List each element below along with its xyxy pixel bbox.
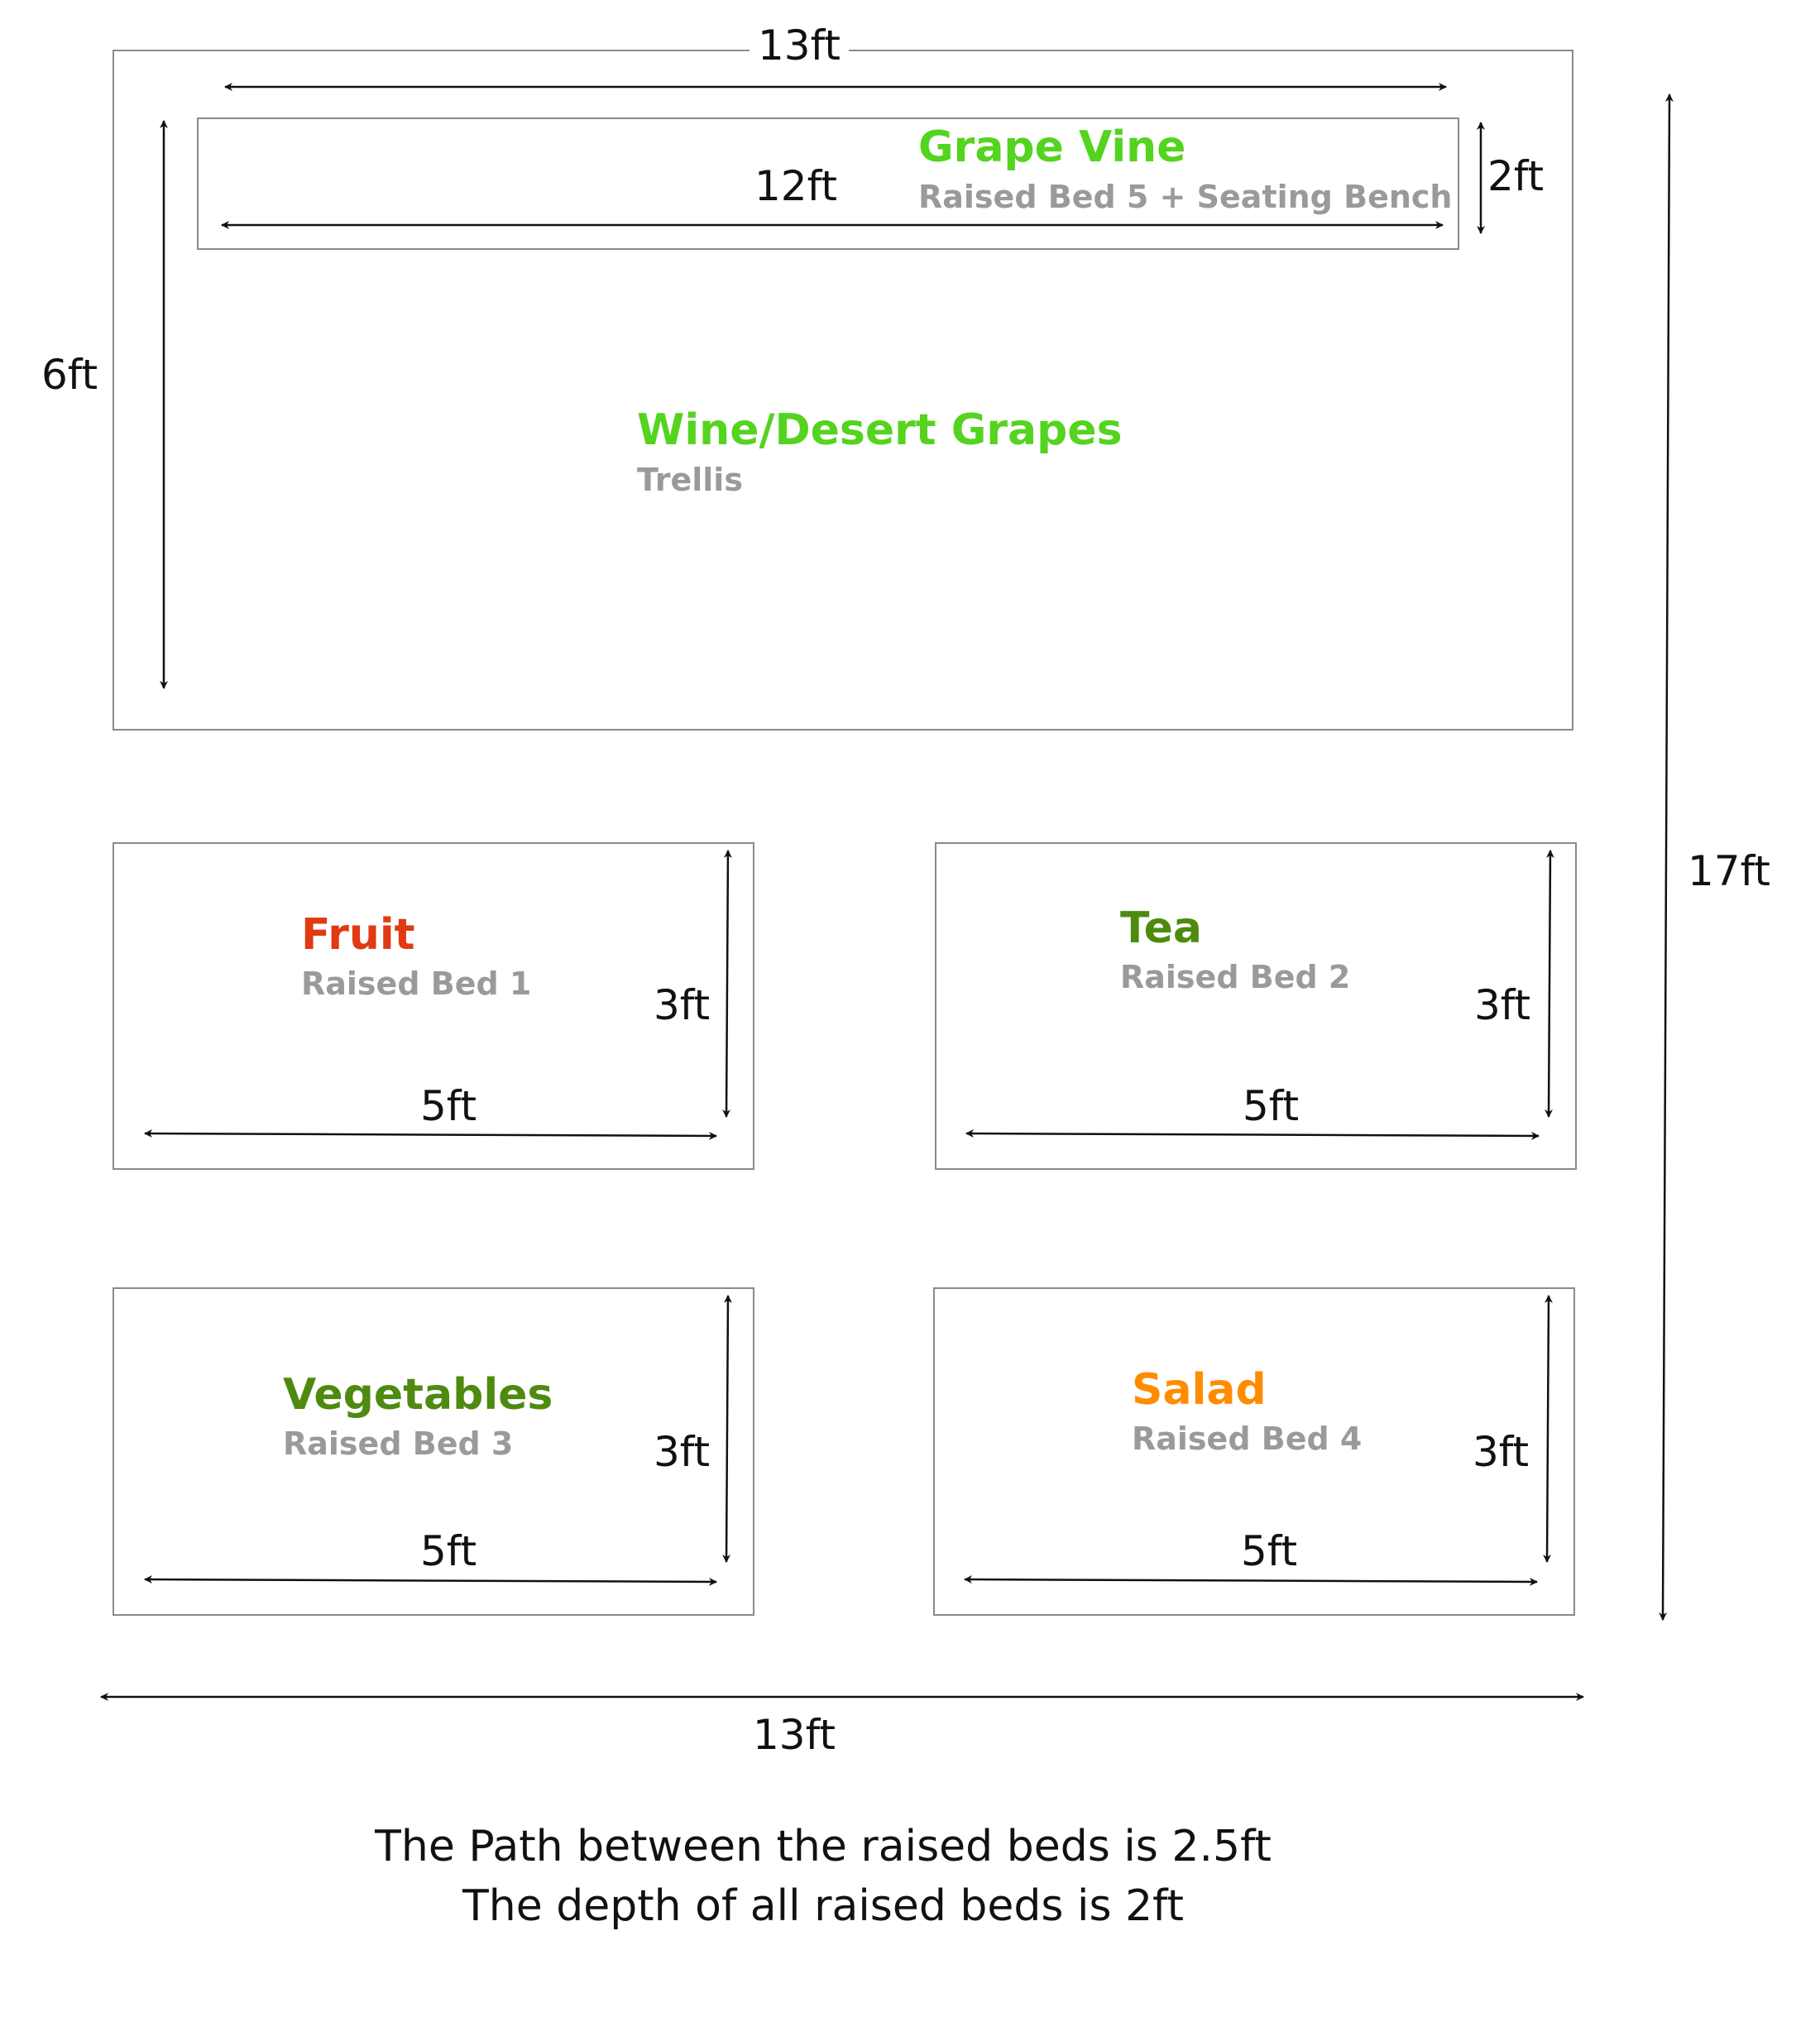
total-height-label: 17ft [1688, 847, 1770, 895]
dimension-arrow-bed4-width [965, 1579, 1537, 1582]
top-width-label: 13ft [750, 25, 849, 66]
bottom-width-label: 13ft [753, 1711, 836, 1759]
bed4-height-label: 3ft [1473, 1428, 1530, 1476]
bed1-width-label: 5ft [420, 1082, 477, 1130]
bed3-height-label: 3ft [654, 1428, 711, 1476]
grape-height-label: 6ft [41, 351, 98, 399]
bed3-subtitle: Raised Bed 3 [283, 1425, 514, 1462]
dimension-arrow-total-height [1663, 94, 1669, 1620]
dimension-arrow-bed2-height [1549, 850, 1550, 1117]
bed5-title: Grape Vine [918, 122, 1186, 172]
bed5-subtitle: Raised Bed 5 + Seating Bench [918, 179, 1453, 215]
path-width-note: The Path between the raised beds is 2.5ft [375, 1822, 1272, 1871]
bed2-width-label: 5ft [1243, 1082, 1300, 1130]
bed1-height-label: 3ft [654, 981, 711, 1029]
dimension-arrow-bed3-width [145, 1579, 716, 1582]
bed4-title: Salad [1132, 1365, 1267, 1415]
grape-area-title: Wine/Desert Grapes [637, 405, 1123, 455]
dimension-arrow-bed1-width [145, 1133, 716, 1136]
bed1-subtitle: Raised Bed 1 [301, 965, 532, 1002]
bed5-width-label: 12ft [754, 162, 837, 210]
dimension-arrow-bed3-height [726, 1296, 728, 1562]
dimension-arrow-bed2-width [966, 1133, 1539, 1136]
dimension-arrow-bed1-height [726, 850, 728, 1117]
bed2-height-label: 3ft [1474, 981, 1531, 1029]
bed1-title: Fruit [301, 910, 415, 960]
dimension-arrow-bed4-height [1547, 1296, 1549, 1562]
bed3-title: Vegetables [283, 1370, 553, 1420]
bed4-subtitle: Raised Bed 4 [1132, 1421, 1363, 1457]
bed2-title: Tea [1120, 903, 1202, 953]
grape-area-subtitle: Trellis [637, 462, 743, 498]
bed2-subtitle: Raised Bed 2 [1120, 959, 1351, 995]
bed-depth-note: The depth of all raised beds is 2ft [462, 1881, 1184, 1931]
bed4-width-label: 5ft [1241, 1527, 1298, 1575]
bed5-height-label: 2ft [1487, 152, 1545, 200]
bed3-width-label: 5ft [420, 1527, 477, 1575]
